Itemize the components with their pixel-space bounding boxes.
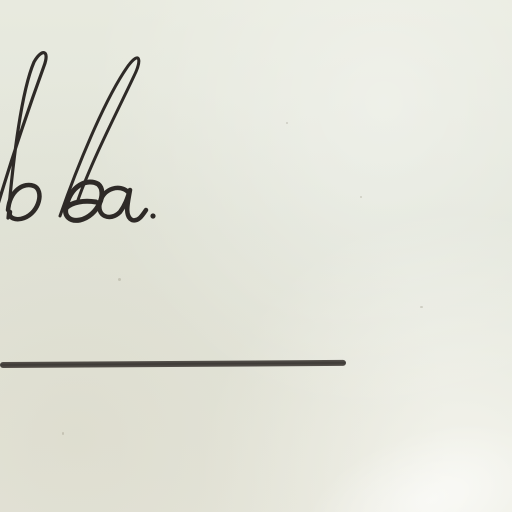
cursive-letters (0, 53, 146, 221)
paper-speck (62, 432, 64, 435)
first-b-bowl (8, 185, 39, 219)
paper-speck (286, 122, 288, 124)
paper-speck (420, 306, 423, 308)
horizontal-rule (0, 360, 346, 368)
paper-speck (360, 196, 362, 198)
period-dot (150, 213, 155, 218)
handwritten-word (0, 40, 180, 240)
paper-speck (118, 278, 121, 281)
letter-a (99, 188, 146, 220)
paper-fold-highlight (285, 393, 512, 512)
